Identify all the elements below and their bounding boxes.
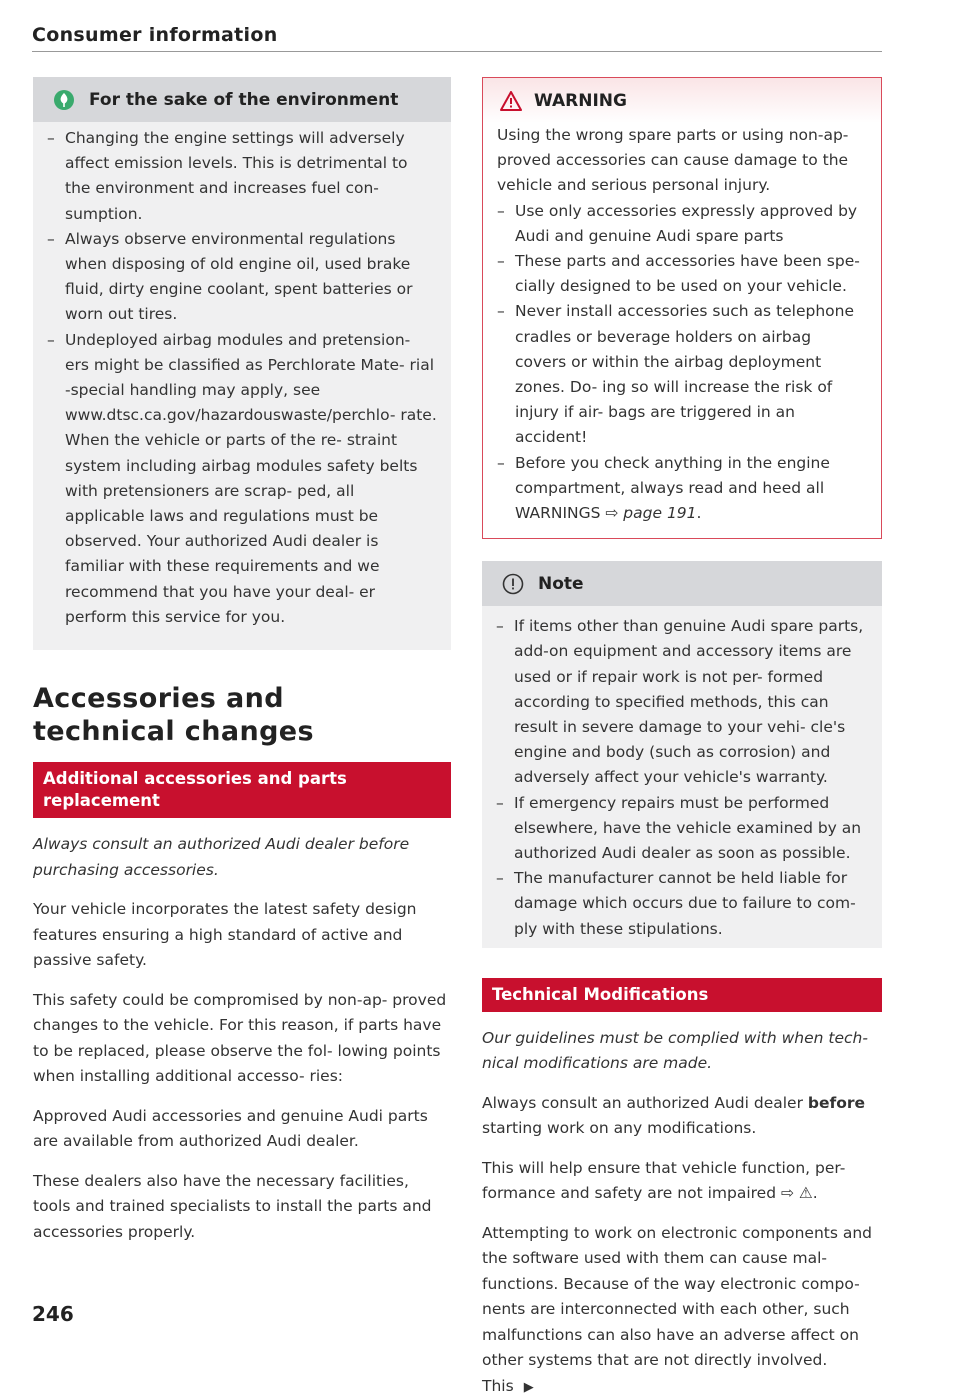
technical-p3-text: Attempting to work on electronic components and the software used with them can cause mal- functions. Because of the way electronic compo- nents are interconnected with each other, such malfunctions can also have an adverse affect on other systems that are not directly involved. This <box>482 1223 873 1395</box>
accessories-paragraph-4: These dealers also have the necessary facilities, tools and trained specialists to install the parts and accessories properly. <box>33 1171 432 1241</box>
note-box-header <box>482 561 882 606</box>
warning-box <box>482 77 882 539</box>
warning-reference-link[interactable]: ⇨ ⚠. <box>780 1184 818 1203</box>
warning-intro: Using the wrong spare parts or using non-ap- proved accessories can cause damage to the vehicle and serious personal injury. <box>497 126 849 195</box>
continue-arrow-icon: ▶ <box>523 1379 534 1395</box>
technical-p1-bold: before <box>807 1093 866 1112</box>
technical-banner: Technical Modifications <box>482 978 882 1012</box>
warning-box-header <box>483 78 881 123</box>
page-number: 246 <box>32 1302 74 1326</box>
note-title: Note <box>538 573 584 594</box>
list-item: – The manufacturer cannot be held liable for damage which occurs due to failure to com- ply with these stipulations. <box>496 866 868 942</box>
technical-p2-text: This will help ensure that vehicle function, per- formance and safety are not impaired <box>482 1158 846 1203</box>
note-icon <box>502 573 524 595</box>
list-item: – If items other than genuine Audi spare parts, add-on equipment and accessory items are used or if repair work is not per- formed according to specified methods, this can result in severe damage to your vehi- cle's engine and body (such as corrosion) and adversely affect your vehicle's warranty. <box>496 614 868 790</box>
header-divider <box>32 51 882 52</box>
section-heading-line2: technical changes <box>33 716 314 748</box>
environment-box-header <box>33 77 451 122</box>
technical-p1-end: starting work on any modifications. <box>482 1119 757 1138</box>
list-item: – These parts and accessories have been spe- cially designed to be used on your vehicle. <box>497 249 867 299</box>
warning-title: WARNING <box>534 90 627 111</box>
section-heading-line1: Accessories and <box>33 683 285 715</box>
warning-list <box>497 199 867 527</box>
warning-triangle-icon <box>500 91 522 111</box>
section-header: Consumer information <box>32 24 278 46</box>
section-heading <box>33 682 451 748</box>
environment-box <box>33 77 451 650</box>
list-item: – Undeployed airbag modules and pretension- ers might be classified as Perchlorate Mate- rial -special handling may apply, see www.dtsc.ca.gov/hazardouswaste/perchlo- rate. When the vehicle or parts of the re- straint system including airbag modules safety belts with pretensioners are scrap- ped, all applicable laws and regulations must be observed. Your authorized Audi dealer is familiar with these requirements and we recommend that you have your deal- er perform this service for you. <box>47 328 437 630</box>
accessories-paragraph-2: This safety could be compromised by non-ap- proved changes to the vehicle. For this reason, if parts have to be replaced, please observe the fol- lowing points when installing additional accesso- ries: <box>33 990 447 1086</box>
warning-last-item-end: . <box>696 504 702 523</box>
environment-list <box>47 126 437 630</box>
list-item: – Never install accessories such as telephone cradles or beverage holders on airbag covers or within the airbag deployment zones. Do- ing so will increase the risk of injury if air- bags are triggered in an accident! <box>497 299 867 450</box>
list-item: – If emergency repairs must be performed elsewhere, have the vehicle examined by an authorized Audi dealer as soon as possible. <box>496 791 868 867</box>
accessories-banner: Additional accessories and parts replacement <box>33 762 451 818</box>
list-item <box>497 451 867 527</box>
technical-p1-start: Always consult an authorized Audi dealer <box>482 1093 808 1112</box>
environment-box-title: For the sake of the environment <box>89 89 399 110</box>
page-reference-link[interactable]: ⇨ page 191 <box>605 504 697 523</box>
note-list <box>496 614 868 942</box>
technical-paragraph-3 <box>482 1221 882 1400</box>
technical-intro: Our guidelines must be complied with when tech- nical modifications are made. <box>482 1028 868 1073</box>
right-column <box>482 77 882 1400</box>
warning-last-item-text: Before you check anything in the engine compartment, always read and heed all WARNINGS <box>515 453 830 523</box>
technical-paragraph-1 <box>482 1091 882 1142</box>
note-box <box>482 561 882 948</box>
list-item: – Changing the engine settings will adversely affect emission levels. This is detrimental to the environment and increases fuel con- sumption. <box>47 126 437 227</box>
accessories-paragraph-3: Approved Audi accessories and genuine Audi parts are available from authorized Audi dealer. <box>33 1106 428 1151</box>
environment-icon <box>53 89 75 111</box>
accessories-intro: Always consult an authorized Audi dealer before purchasing accessories. <box>33 835 410 879</box>
list-item: – Use only accessories expressly approved by Audi and genuine Audi spare parts <box>497 199 867 249</box>
left-column <box>33 77 451 1245</box>
technical-paragraph-2 <box>482 1156 882 1207</box>
list-item: – Always observe environmental regulations when disposing of old engine oil, used brake fluid, dirty engine coolant, spent batteries or worn out tires. <box>47 227 437 328</box>
accessories-paragraph-1: Your vehicle incorporates the latest safety design features ensuring a high standard of active and passive safety. <box>33 900 417 970</box>
